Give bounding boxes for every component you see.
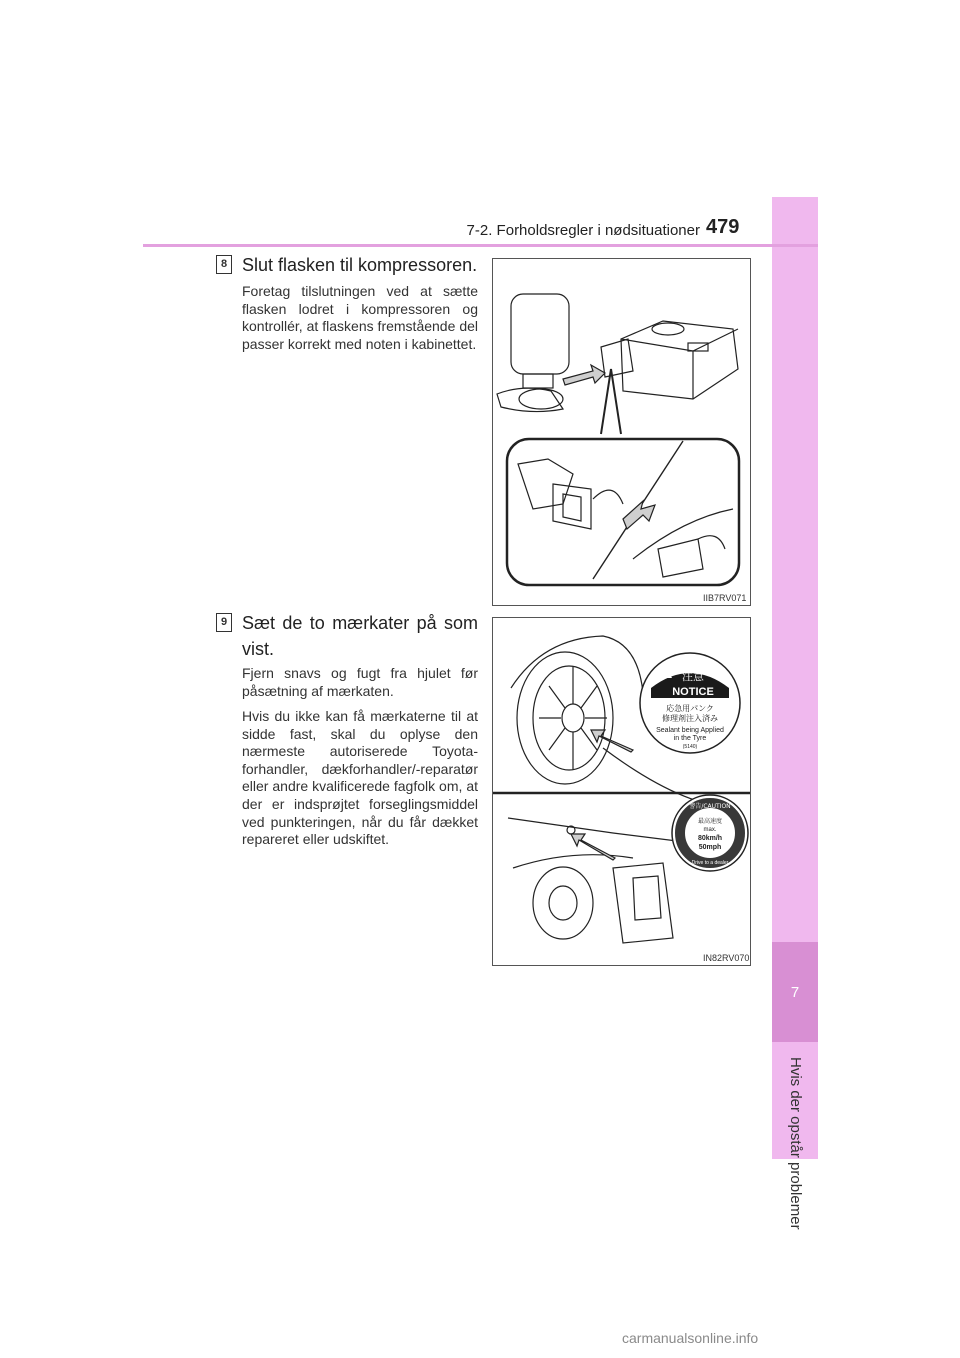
notice-jp-line1: 応急用パンク [666,704,714,713]
caution-text: 警告/CAUTION [689,803,731,810]
chapter-number: 7 [772,942,818,1042]
figure-code: IN82RV070 [703,953,750,963]
step-8-title: Slut flasken til kompressoren. [242,255,478,275]
step-8-paragraph: Foretag tilslutningen ved at sætte flasken lodret i kompressoren og kontrollér, at flaskens fremstående del passer korrekt med noten i kabinettet. [242,283,478,352]
caution-max-text: max. [703,827,717,833]
chapter-title-vertical [772,1057,818,1357]
section-title: 7-2. Forholdsregler i nødsituationer [466,222,700,239]
step-8-number: 8 [216,255,232,274]
chapter-title: Hvis der opstår problemer [787,1057,804,1230]
caution-jp-text: 最高速度 [697,818,723,825]
notice-sticker [640,653,740,753]
header-divider [143,244,818,247]
sticker-placement-figure [492,617,751,966]
step-9-number: 9 [216,613,232,632]
chapter-side-tab [772,197,818,1230]
step-9-title: Sæt de to mærkater på som vist. [242,613,478,659]
compressor-bottle-illustration [493,259,750,605]
sticker-placement-illustration [493,618,750,965]
notice-text: NOTICE [672,686,714,698]
watermark: carmanualsonline.info [622,1330,759,1346]
caution-sticker [672,795,748,871]
step-9-paragraph-1: Fjern snavs og fugt fra hjulet før påsætning af mærkaten. [242,665,478,699]
caution-bottom-text: Drive to a dealer [691,860,729,866]
notice-jp-text: 注意 [682,670,704,683]
caution-mph-text: 50mph [698,844,722,851]
page-number: 479 [706,216,740,238]
figure-code: IIB7RV071 [703,593,747,603]
caution-kmh-text: 80km/h [697,835,723,842]
notice-jp-line2: 修理剤注入済み [662,714,718,723]
compressor-bottle-figure [492,258,751,606]
notice-en-text-2: in the Tyre [673,735,707,742]
notice-en-text: Sealant being Applied [656,727,724,734]
step-9-paragraph-2: Hvis du ikke kan få mærkaterne til at sidde fast, skal du oplyse den nærmeste autoriserede Toyota-forhandler, dækforhandler/-reparatør eller andre kvalificerede fagfolk om, at der er indsprøjtet forseglingsmiddel ved punkteringen, når du får dækket repareret eller udskiftet. [242,708,478,848]
notice-code: (5140) [682,744,698,750]
